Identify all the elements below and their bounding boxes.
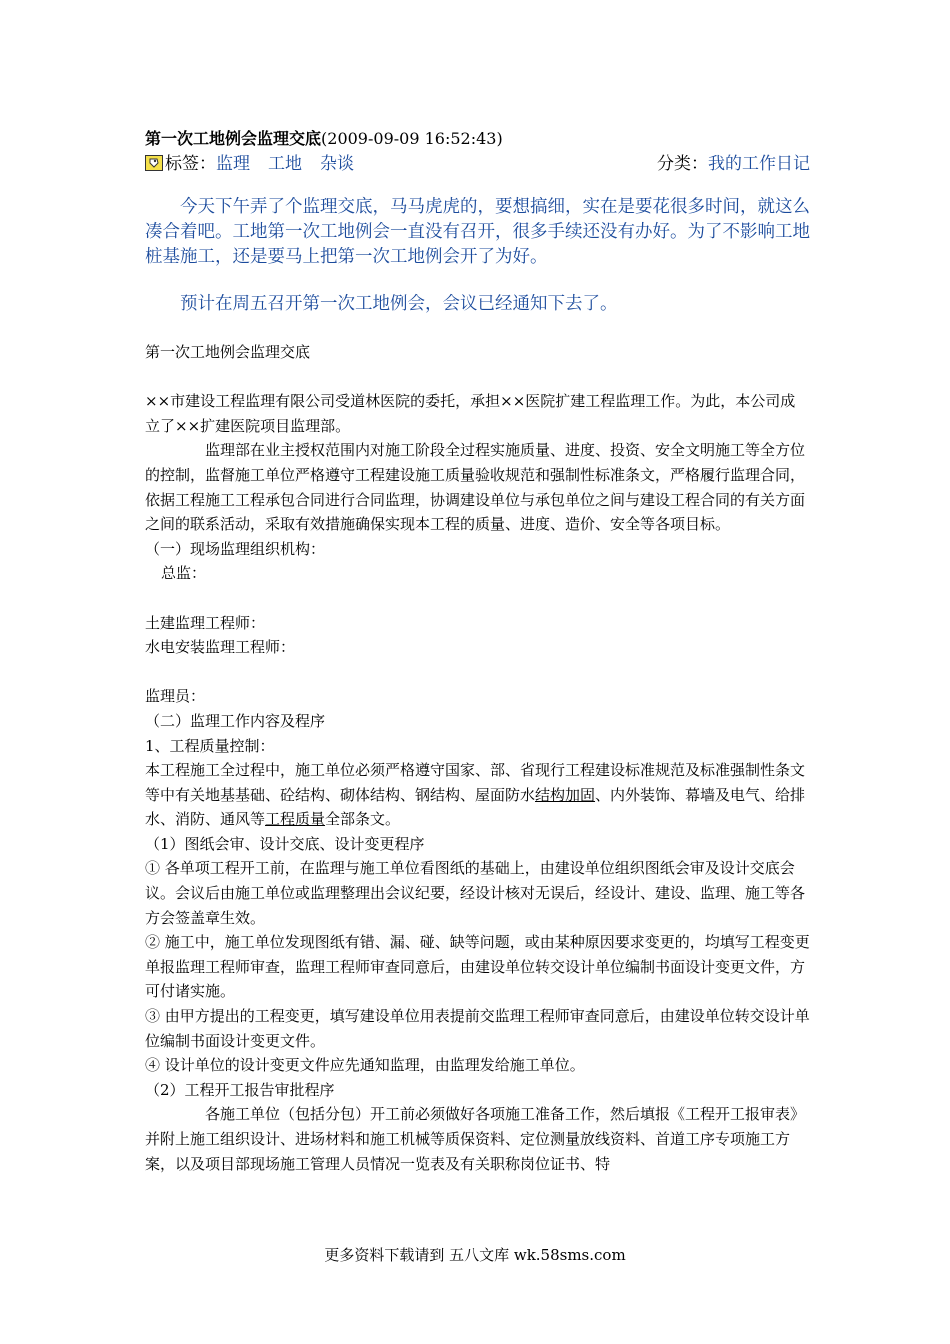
- post-datetime: (2009-09-09 16:52:43): [321, 129, 503, 148]
- tag-link-gongdi[interactable]: 工地: [268, 154, 302, 174]
- intro-paragraph-1: 今天下午弄了个监理交底，马马虎虎的，要想搞细，实在是要花很多时间，就这么凑合着吧。工地第一次工地例会一直没有召开，很多手续还没有办好。为了不影响工地桩基施工，还是要马上把第一次工地例会开了为好。: [145, 197, 810, 267]
- mep-engineer-line: 水电安装监理工程师：: [145, 638, 296, 657]
- doc-paragraph-3: 各施工单位（包括分包）开工前必须做好各项施工准备工作，然后填报《工程开工报审表》并附上施工组织设计、进场材料和施工机械等质保资料、定位测量放线资料、首道工序专项施工方案，以及项目部现场施工管理人员情况一览表及有关职称岗位证书、特: [145, 1105, 806, 1173]
- category-label: 分类：: [657, 154, 708, 174]
- section-2-heading: （二）监理工作内容及程序: [145, 711, 326, 730]
- quality-text-a: 本工程施工全过程中，施工单位必须严格遵守国家、部、省现行工程建设标准规范及标准强制性条文等中有关地基基础、砼结构、砌体结构、钢结构、屋面防水: [145, 761, 806, 804]
- document-body: [145, 340, 810, 1176]
- doc-heading: 第一次工地例会监理交底: [145, 343, 311, 361]
- tag-line: [145, 149, 810, 174]
- category: [657, 149, 810, 174]
- clause-1: ① 各单项工程开工前，在监理与施工单位看图纸的基础上，由建设单位组织图纸会审及设计交底会议。会议后由施工单位或监理整理出会议纪要，经设计核对无误后，经设计、建设、监理、施工等各方会签盖章生效。: [145, 859, 806, 927]
- intro-paragraph-2: 预计在周五召开第一次工地例会，会议已经通知下去了。: [180, 294, 618, 314]
- clause-3: ③ 由甲方提出的工程变更，填写建设单位用表提前交监理工程师审查同意后，由建设单位转交设计单位编制书面设计变更文件。: [145, 1007, 810, 1050]
- clause-2: ② 施工中，施工单位发现图纸有错、漏、碰、缺等问题，或由某种原因要求变更的，均填写工程变更单报监理工程师审查，监理工程师审查同意后，由建设单位转交设计单位编制书面设计变更文件，方可付诸实施。: [145, 933, 810, 1001]
- tag-link-jianli[interactable]: 监理: [216, 154, 250, 174]
- post-title: 第一次工地例会监理交底: [145, 129, 322, 148]
- subsection-2-heading: （2）工程开工报告审批程序: [145, 1080, 335, 1099]
- tag-icon: [145, 155, 163, 171]
- quality-text-c: 全部条文。: [325, 810, 401, 829]
- post-title-line: [145, 126, 503, 149]
- quality-control-heading: 1、工程质量控制：: [145, 736, 275, 755]
- quality-control-paragraph: [145, 758, 810, 832]
- tags-label: 标签：: [165, 154, 216, 174]
- civil-engineer-line: 土建监理工程师：: [145, 613, 266, 632]
- subsection-1-heading: （1）图纸会审、设计交底、设计变更程序: [145, 834, 425, 853]
- category-link[interactable]: 我的工作日记: [708, 154, 810, 174]
- tag-link-zatan[interactable]: 杂谈: [320, 154, 354, 174]
- section-1-heading: （一）现场监理组织机构：: [145, 539, 326, 558]
- link-engineering-quality[interactable]: 工程质量: [265, 810, 326, 829]
- clause-4: ④ 设计单位的设计变更文件应先通知监理，由监理发给施工单位。: [145, 1056, 585, 1075]
- chief-supervisor-line: 总监：: [161, 564, 207, 583]
- doc-paragraph-1: ××市建设工程监理有限公司受道林医院的委托，承担××医院扩建工程监理工作。为此，本公司成立了××扩建医院项目监理部。: [145, 392, 796, 435]
- link-structural-reinforcement[interactable]: 结构加固: [535, 785, 596, 804]
- quality-text-b: 、内外装饰、幕墙及电气、给排水、消防、通风等: [145, 785, 806, 829]
- inspector-line: 监理员：: [145, 687, 206, 706]
- doc-paragraph-2: 监理部在业主授权范围内对施工阶段全过程实施质量、进度、投资、安全文明施工等全方位的控制，监督施工单位严格遵守工程建设施工质量验收规范和强制性标准条文，严格履行监理合同，依据工程施工工程承包合同进行合同监理，协调建设单位与承包单位之间与建设工程合同的有关方面之间的联系活动，采取有效措施确保实现本工程的质量、进度、造价、安全等各项目标。: [145, 441, 806, 534]
- footer-download-note: 更多资料下载请到 五八文库 wk.58sms.com: [324, 1246, 626, 1264]
